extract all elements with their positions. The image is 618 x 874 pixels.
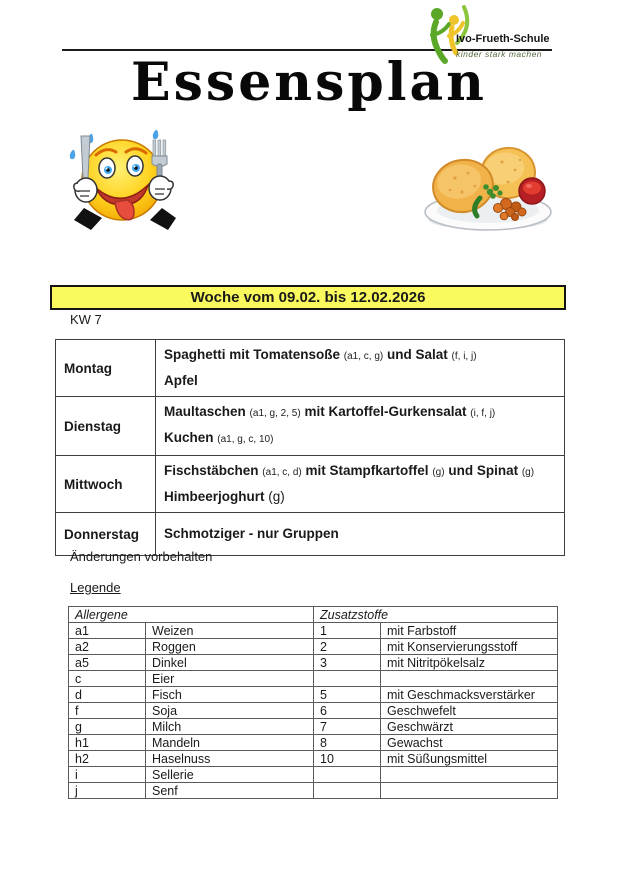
legend-row	[69, 783, 558, 799]
legend-row	[69, 639, 558, 655]
legend-row	[69, 687, 558, 703]
additive-name-cell: mit Nitritpökelsalz	[381, 655, 558, 671]
legend-allergens-header: Allergene	[69, 607, 314, 623]
additive-number-cell: 1	[314, 623, 381, 639]
meal-text: mit Kartoffel-Gurkensalat	[304, 404, 467, 419]
day-label: Donnerstag	[56, 513, 156, 556]
allergen-code-cell: a5	[69, 655, 146, 671]
additive-name-cell	[381, 767, 558, 783]
allergen-name-cell: Haselnuss	[146, 751, 314, 767]
legend-table-body	[69, 607, 558, 799]
additive-number-cell: 10	[314, 751, 381, 767]
allergen-code-cell: a2	[69, 639, 146, 655]
meal-line	[164, 343, 558, 369]
additive-number-cell: 3	[314, 655, 381, 671]
legend-row	[69, 623, 558, 639]
meal-text: mit Stampfkartoffel	[305, 463, 429, 478]
legend-row	[69, 735, 558, 751]
meal-cell	[156, 513, 565, 556]
allergen-name-cell: Dinkel	[146, 655, 314, 671]
allergen-name-cell: Soja	[146, 703, 314, 719]
additive-number-cell: 8	[314, 735, 381, 751]
meal-text: (g)	[268, 489, 285, 504]
meal-text: Fischstäbchen	[164, 463, 259, 478]
menu-row	[56, 456, 565, 513]
smiley-face-icon	[58, 128, 190, 232]
allergen-code-cell: i	[69, 767, 146, 783]
meal-text: und Salat	[387, 347, 448, 362]
allergen-name-cell: Eier	[146, 671, 314, 687]
menu-row	[56, 397, 565, 456]
meal-text: Apfel	[164, 373, 198, 388]
meal-text: Maultaschen	[164, 404, 246, 419]
legend-row	[69, 719, 558, 735]
allergen-name-cell: Roggen	[146, 639, 314, 655]
additive-number-cell: 2	[314, 639, 381, 655]
week-number: KW 7	[70, 312, 102, 327]
allergen-name-cell: Weizen	[146, 623, 314, 639]
allergen-code: (a1, c, d)	[262, 467, 302, 478]
menu-row	[56, 340, 565, 397]
additive-name-cell: mit Süßungsmittel	[381, 751, 558, 767]
meal-line	[164, 522, 558, 546]
additive-number-cell	[314, 671, 381, 687]
allergen-code-cell: c	[69, 671, 146, 687]
meal-cell	[156, 456, 565, 513]
allergen-code: (g)	[521, 467, 535, 478]
meal-text: Kuchen	[164, 430, 214, 445]
legend-row	[69, 655, 558, 671]
meal-line	[164, 485, 558, 509]
allergen-code-cell: h2	[69, 751, 146, 767]
day-label: Mittwoch	[56, 456, 156, 513]
allergen-code: (i, f, j)	[470, 408, 496, 419]
legend-table	[68, 606, 558, 799]
legend-row	[69, 703, 558, 719]
meal-line	[164, 459, 558, 485]
allergen-code: (g)	[432, 467, 445, 478]
meal-line	[164, 369, 558, 393]
additive-name-cell: Gewachst	[381, 735, 558, 751]
allergen-code-cell: j	[69, 783, 146, 799]
meal-line	[164, 400, 558, 426]
meal-text: Spaghetti mit Tomatensoße	[164, 347, 341, 362]
allergen-code: (a1, g, 2, 5)	[249, 408, 301, 419]
school-name: Ivo-Frueth-Schule	[456, 33, 550, 45]
allergen-name-cell: Milch	[146, 719, 314, 735]
additive-name-cell: mit Geschmacksverstärker	[381, 687, 558, 703]
meal-text: Himbeerjoghurt	[164, 489, 265, 504]
meal-cell	[156, 340, 565, 397]
page-title: Essensplan	[131, 52, 487, 113]
additive-number-cell: 5	[314, 687, 381, 703]
day-label: Dienstag	[56, 397, 156, 456]
menu-table	[55, 339, 565, 556]
legend-additives-header: Zusatzstoffe	[314, 607, 558, 623]
allergen-code: (f, i, j)	[451, 351, 477, 362]
menu-table-body	[56, 340, 565, 556]
meal-line	[164, 426, 558, 452]
meal-text: und Spinat	[448, 463, 519, 478]
allergen-code-cell: h1	[69, 735, 146, 751]
allergen-code-cell: d	[69, 687, 146, 703]
allergen-code: (a1, g, c, 10)	[217, 434, 274, 445]
food-plate-icon	[420, 140, 558, 234]
allergen-name-cell: Fisch	[146, 687, 314, 703]
allergen-name-cell: Sellerie	[146, 767, 314, 783]
additive-name-cell: mit Farbstoff	[381, 623, 558, 639]
legend-row	[69, 671, 558, 687]
legend-title: Legende	[70, 580, 121, 595]
additive-number-cell: 7	[314, 719, 381, 735]
allergen-code-cell: a1	[69, 623, 146, 639]
additive-number-cell	[314, 767, 381, 783]
additive-number-cell	[314, 783, 381, 799]
disclaimer-text: Änderungen vorbehalten	[70, 549, 213, 564]
school-tagline: kinder stark machen	[456, 49, 543, 59]
allergen-code: (a1, c, g)	[343, 351, 384, 362]
week-banner: Woche vom 09.02. bis 12.02.2026	[50, 285, 566, 310]
legend-header-row	[69, 607, 558, 623]
legend-row	[69, 751, 558, 767]
additive-name-cell	[381, 671, 558, 687]
additive-number-cell: 6	[314, 703, 381, 719]
additive-name-cell	[381, 783, 558, 799]
allergen-name-cell: Mandeln	[146, 735, 314, 751]
allergen-code-cell: g	[69, 719, 146, 735]
meal-text: Schmotziger - nur Gruppen	[164, 526, 339, 541]
additive-name-cell: mit Konservierungsstoff	[381, 639, 558, 655]
day-label: Montag	[56, 340, 156, 397]
additive-name-cell: Geschwärzt	[381, 719, 558, 735]
meal-cell	[156, 397, 565, 456]
allergen-code-cell: f	[69, 703, 146, 719]
allergen-name-cell: Senf	[146, 783, 314, 799]
additive-name-cell: Geschwefelt	[381, 703, 558, 719]
legend-row	[69, 767, 558, 783]
